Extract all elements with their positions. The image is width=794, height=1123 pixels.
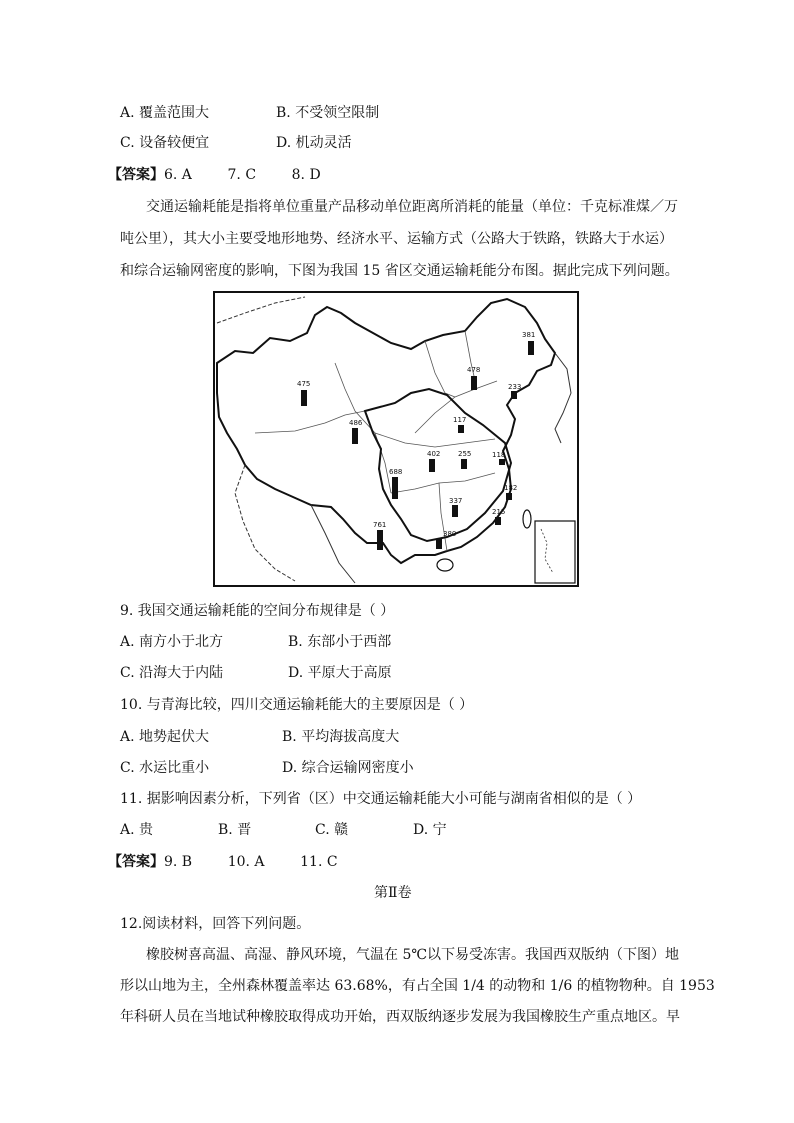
q11-stem: 11. 据影响因素分析，下列省（区）中交通运输耗能大小可能与湖南省相似的是（ ） [120,791,642,807]
map-value-label: 475 [297,380,311,388]
map-value-bar [392,477,398,499]
q9-option-c: C. 沿海大于内陆 [120,665,224,681]
q9-option-d: D. 平原大于高原 [288,665,392,681]
q12-stem: 12.阅读材料，回答下列问题。 [120,916,311,932]
map-value-label: 118 [492,451,506,459]
q9-option-a: A. 南方小于北方 [120,634,224,650]
map-value-bar [499,459,505,465]
map-value-label: 688 [389,468,403,476]
map-value-label: 478 [467,366,481,374]
map-value-label: 255 [458,450,472,458]
answer-block-1 [108,165,321,185]
q11-option-a: A. 贵 [120,822,154,838]
q8-option-b: B. 不受领空限制 [276,105,380,121]
map-value-bar [452,505,458,517]
map-value-bar [301,390,307,406]
answer-text: 6. A 7. C 8. D [164,167,321,183]
q10-option-a: A. 地势起伏大 [120,729,210,745]
q10-option-c: C. 水运比重小 [120,760,210,776]
answer-block-2 [108,852,338,872]
q11-option-b: B. 晋 [218,822,252,838]
q12-line-3: 年科研人员在当地试种橡胶取得成功开始，西双版纳逐步发展为我国橡胶生产重点地区。早 [120,1009,680,1025]
answer-text: 9. B 10. A 11. C [164,854,338,870]
map-value-label: 402 [427,450,441,458]
q12-line-2: 形以山地为主，全州森林覆盖率达 63.68%，有占全国 1/4 的动物和 1/6 的植物物种。自 1953 [120,978,715,994]
map-value-label: 215 [492,508,506,516]
answer-key-label: 【答案】 [108,854,164,870]
map-value-bar [352,428,358,444]
q8-option-d: D. 机动灵活 [276,135,352,151]
map-value-label: 486 [349,419,363,427]
q8-option-a: A. 覆盖范围大 [120,105,210,121]
map-value-label: 337 [449,497,463,505]
section-heading: 第Ⅱ卷 [374,885,412,901]
q12-line-1: 橡胶树喜高温、高湿、静风环境，气温在 5℃以下易受冻害。我国西双版纳（下图）地 [146,947,680,963]
map-value-label: 380 [443,530,457,538]
map-value-bar [461,459,467,469]
map-value-bar [458,425,464,433]
energy-consumption-map [213,291,579,587]
map-value-bar [528,341,534,355]
map-value-bar [377,530,383,550]
q11-option-d: D. 宁 [413,822,447,838]
map-value-bar [511,391,517,399]
intro-line-3: 和综合运输网密度的影响，下图为我国 15 省区交通运输耗能分布图。据此完成下列问题。 [120,263,679,279]
q10-stem: 10. 与青海比较，四川交通运输耗能大的主要原因是（ ） [120,697,474,713]
map-value-bar [471,376,477,390]
map-value-label: 761 [373,521,387,529]
map-value-bar [436,539,442,549]
map-value-label: 182 [504,484,518,492]
map-value-label: 381 [522,331,536,339]
intro-line-2: 吨公里），其大小主要受地形地势、经济水平、运输方式（公路大于铁路，铁路大于水运） [120,231,673,247]
intro-line-1: 交通运输耗能是指将单位重量产品移动单位距离所消耗的能量（单位：千克标准煤／万 [146,199,678,215]
q8-option-c: C. 设备较便宜 [120,135,210,151]
q11-option-c: C. 赣 [315,822,349,838]
map-value-label: 233 [508,383,522,391]
q10-option-d: D. 综合运输网密度小 [282,760,414,776]
map-value-bar [495,517,501,525]
map-value-bar [506,493,512,500]
answer-key-label: 【答案】 [108,167,164,183]
q9-option-b: B. 东部小于西部 [288,634,392,650]
q10-option-b: B. 平均海拔高度大 [282,729,400,745]
q9-stem: 9. 我国交通运输耗能的空间分布规律是（ ） [120,603,395,619]
map-value-label: 117 [453,416,467,424]
map-value-bar [429,459,435,472]
